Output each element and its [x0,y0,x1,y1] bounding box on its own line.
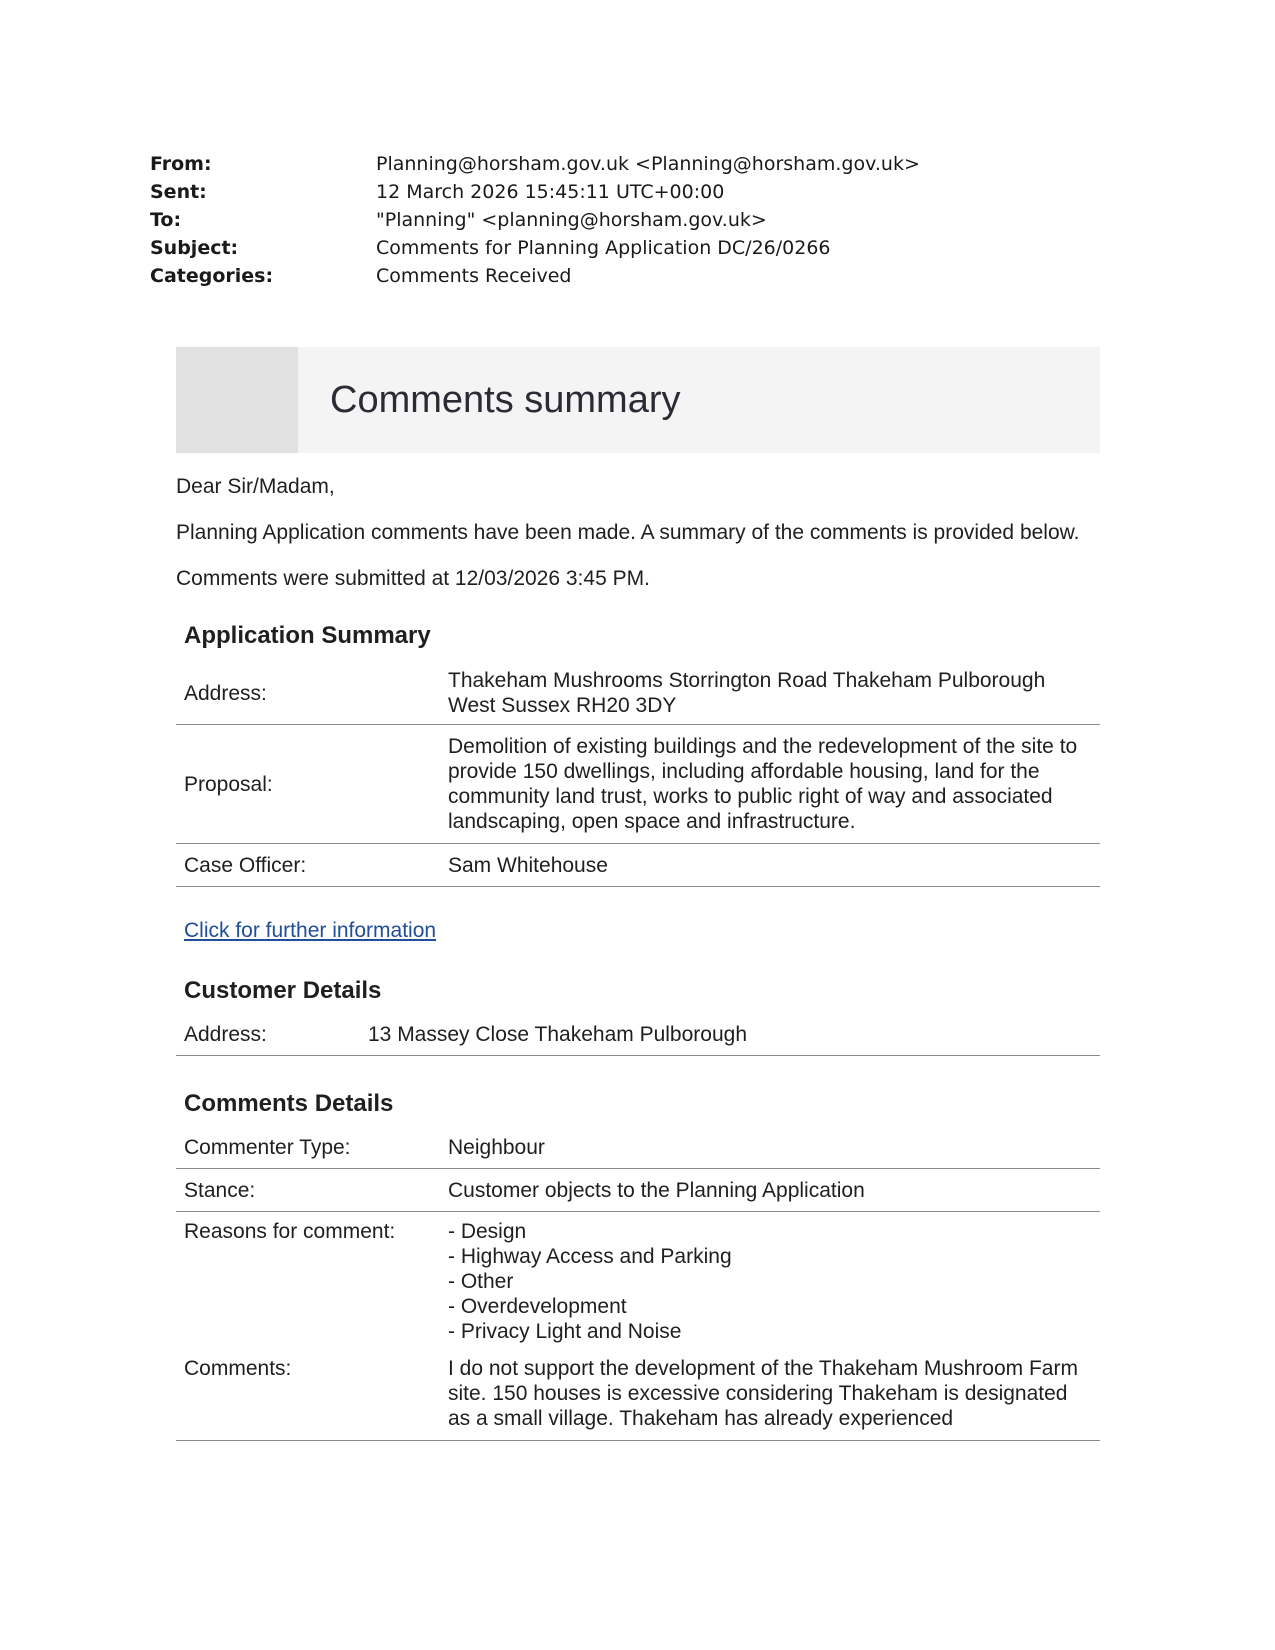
commenter-type-value: Neighbour [440,1126,1100,1169]
to-value: "Planning" <planning@horsham.gov.uk> [376,209,767,231]
table-row [176,1212,1100,1357]
further-information-link[interactable]: Click for further information [184,919,437,942]
categories-label: Categories: [150,265,274,287]
reasons-label: Reasons for comment: [184,1220,396,1243]
reason-item: - Other [448,1270,514,1293]
customer-address-value: 13 Massey Close Thakeham Pulborough [360,1013,1100,1056]
reason-item: - Highway Access and Parking [448,1245,732,1268]
from-value: Planning@horsham.gov.uk <Planning@horsham.gov.uk> [376,153,920,175]
proposal-label: Proposal: [176,725,440,844]
table-row [176,662,1100,725]
proposal-value: Demolition of existing buildings and the redevelopment of the site to provide 150 dwellings, including affordable housing, land for the community land trust, works to public right of way and associated landscaping, open space and infrastructure. [440,725,1100,844]
email-header [150,150,920,290]
table-row [176,1169,1100,1212]
intro-message: Planning Application comments have been made. A summary of the comments is provided below. [176,521,1080,544]
submitted-time: Comments were submitted at 12/03/2026 3:45 PM. [176,567,650,590]
header-sent-row [150,178,920,206]
case-officer-value: Sam Whitehouse [440,844,1100,887]
greeting: Dear Sir/Madam, [176,475,335,498]
table-row [176,1126,1100,1169]
table-row [176,1356,1100,1441]
reason-item: - Overdevelopment [448,1295,627,1318]
site-address-value: Thakeham Mushrooms Storrington Road Thakeham Pulborough West Sussex RH20 3DY [440,662,1100,725]
subject-label: Subject: [150,237,239,259]
categories-value: Comments Received [376,265,572,287]
header-subject-row [150,234,920,262]
customer-details-table [176,1013,1100,1056]
subject-value: Comments for Planning Application DC/26/0266 [376,237,831,259]
header-from-row [150,150,920,178]
reasons-list [440,1212,1100,1357]
header-categories-row [150,262,920,290]
customer-details-title: Customer Details [184,977,382,1004]
address-label: Address: [176,662,440,725]
comments-summary-banner [176,347,1100,453]
commenter-type-label: Commenter Type: [176,1126,440,1169]
comments-value: I do not support the development of the Thakeham Mushroom Farm site. 150 houses is excessive considering Thakeham is designated as a small village. Thakeham has already experienced [440,1356,1100,1441]
sent-value: 12 March 2026 15:45:11 UTC+00:00 [376,181,725,203]
to-label: To: [150,209,182,231]
header-to-row [150,206,920,234]
reason-item: - Privacy Light and Noise [448,1320,682,1343]
banner-side-block [176,347,298,453]
comments-label: Comments: [176,1356,440,1441]
table-row [176,1013,1100,1056]
banner-title: Comments summary [330,379,681,421]
from-label: From: [150,153,212,175]
email-body [176,347,1100,1441]
stance-value: Customer objects to the Planning Application [440,1169,1100,1212]
case-officer-label: Case Officer: [176,844,440,887]
comments-details-table [176,1126,1100,1441]
customer-address-label: Address: [176,1013,360,1056]
reason-item: - Design [448,1220,527,1243]
sent-label: Sent: [150,181,207,203]
application-summary-table [176,662,1100,887]
table-row [176,725,1100,844]
application-summary-title: Application Summary [184,622,431,649]
stance-label: Stance: [176,1169,440,1212]
table-row [176,844,1100,887]
comments-details-title: Comments Details [184,1090,394,1117]
